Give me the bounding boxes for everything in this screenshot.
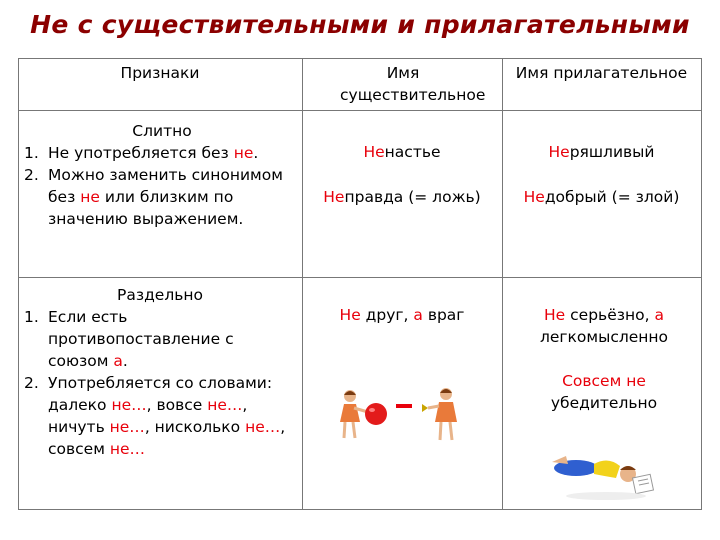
minus-sign-image	[396, 404, 412, 408]
header-features: Признаки	[120, 64, 200, 82]
table-border-top	[18, 58, 702, 59]
example-text: убедительно	[550, 394, 658, 412]
prefix-ne: Не	[363, 143, 385, 161]
rule-number: 2.	[24, 166, 39, 184]
boy-reading-image	[546, 450, 660, 502]
girl-with-ball-image	[336, 386, 396, 448]
noun-example-1	[302, 141, 502, 163]
separate-rule-1	[24, 306, 296, 372]
rules-separate	[24, 284, 296, 460]
rule-text: , ничуть	[48, 396, 248, 436]
table-border-left	[18, 58, 19, 510]
adjective-example-1	[502, 141, 701, 163]
header-noun: Имя существительное	[340, 64, 486, 104]
rule-number: 2.	[24, 374, 39, 392]
rule-highlight: не…	[207, 396, 243, 414]
rule-number: 1.	[24, 308, 39, 326]
table-border-right	[701, 58, 702, 510]
table-divider-1	[18, 110, 702, 111]
solid-heading: Слитно	[132, 122, 192, 140]
rule-text: , нисколько	[144, 418, 246, 436]
rule-text: Не употребляется без	[48, 144, 234, 162]
rule-text: Если есть противопоставление с союзом	[48, 308, 234, 370]
solid-rules-list	[24, 142, 300, 230]
example-text: серьёзно,	[565, 306, 655, 324]
rule-text: .	[253, 144, 259, 162]
rules-solid	[24, 120, 300, 230]
example-text: ряшливый	[569, 143, 655, 161]
particle-ne: Не	[339, 306, 361, 324]
example-text: легкомысленно	[539, 328, 669, 346]
rule-highlight: не…	[109, 440, 145, 458]
separate-rule-2	[24, 372, 296, 460]
header-adjective: Имя прилагательное	[515, 64, 688, 82]
table-border-bottom	[18, 509, 702, 510]
example-text: добрый (= злой)	[544, 188, 680, 206]
conjunction-a: а	[654, 306, 664, 324]
rule-highlight: не	[233, 144, 254, 162]
example-text: правда (= ложь)	[344, 188, 481, 206]
rules-table	[18, 58, 702, 510]
prefix-ne: Не	[523, 188, 545, 206]
rule-highlight: не…	[109, 418, 145, 436]
table-column-divider-1	[302, 58, 303, 510]
adjective-example-2	[502, 186, 701, 208]
table-column-divider-2	[502, 58, 503, 510]
noun-example-separate	[302, 304, 502, 326]
solid-rule-2	[24, 164, 300, 230]
example-text: враг	[422, 306, 465, 324]
solid-rule-1	[24, 142, 300, 164]
particle-ne: Не	[544, 306, 566, 324]
phrase-sovsem-ne: Совсем не	[562, 372, 646, 390]
separate-rules-list	[24, 306, 296, 460]
prefix-ne: Не	[323, 188, 345, 206]
noun-example-2	[302, 186, 502, 208]
rule-text: , совсем	[48, 418, 286, 458]
adjective-example-separate-1	[518, 304, 690, 348]
example-text: настье	[384, 143, 441, 161]
separate-heading: Раздельно	[117, 286, 203, 304]
girl-with-bow-image	[422, 384, 464, 448]
rule-highlight: а	[113, 352, 123, 370]
rule-text: , вовсе	[146, 396, 208, 414]
rule-highlight: не…	[111, 396, 147, 414]
conjunction-a: а	[413, 306, 423, 324]
adjective-example-separate-2	[518, 370, 690, 414]
prefix-ne: Не	[548, 143, 570, 161]
page-title: Не с существительными и прилагательными	[30, 10, 690, 39]
rule-number: 1.	[24, 144, 39, 162]
rule-text: или близким по значению выражением.	[48, 188, 244, 228]
rule-highlight: не	[80, 188, 100, 206]
table-divider-2	[18, 277, 702, 278]
rule-text: Употребляется со словами: далеко	[48, 374, 273, 414]
rule-text: .	[122, 352, 128, 370]
rule-highlight: не…	[245, 418, 281, 436]
rule-text: Можно заменить синонимом без	[48, 166, 283, 206]
example-text: друг,	[360, 306, 414, 324]
